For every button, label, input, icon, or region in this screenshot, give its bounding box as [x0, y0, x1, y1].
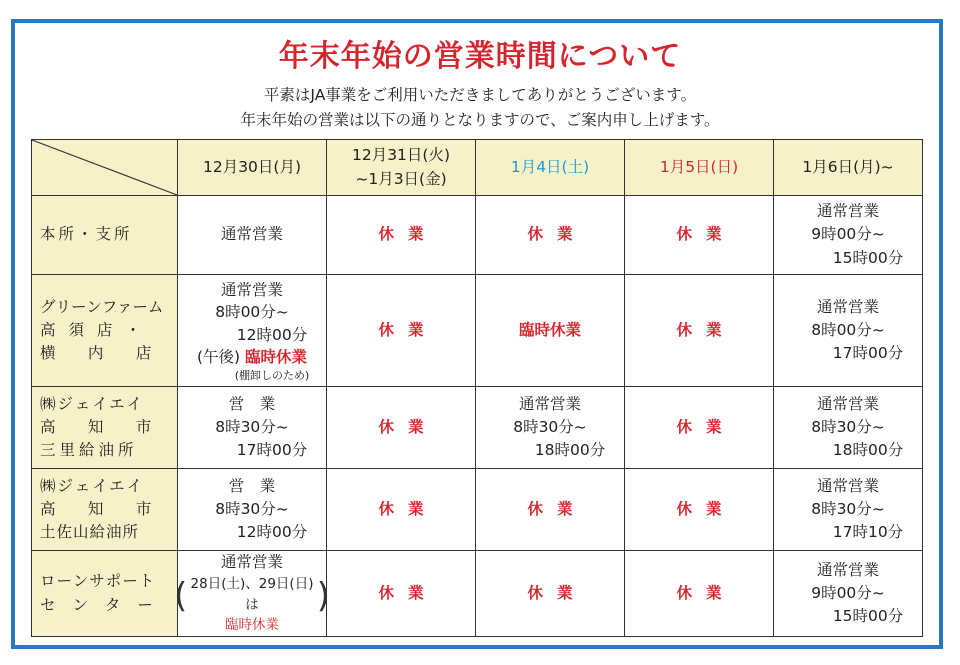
cell-misato-jan4-l1: 通常営業: [518, 394, 581, 413]
header-jan4: 1月4日(土): [476, 140, 625, 196]
header-row: [32, 140, 923, 196]
cell-tosayama-jan6: [774, 469, 923, 551]
cell-tosayama-dec30-l2: 8時30分~: [215, 499, 289, 518]
intro-line-1: 平素はJA事業をご利用いただきましてありがとうございます。: [263, 86, 697, 104]
header-dec31-line1: 12月31日(火): [351, 146, 451, 165]
cell-tosayama-jan6-l1: 通常営業: [816, 476, 879, 495]
cell-green-dec30-l3: 12時00分: [236, 325, 308, 344]
cell-honsho-jan4: 休業: [476, 196, 625, 275]
cell-loan-jan4: 休業: [476, 551, 625, 637]
intro-line-2: 年末年始の営業は以下の通りとなりますので、ご案内申し上げます。: [240, 111, 720, 129]
cell-honsho-jan6: [774, 196, 923, 275]
cell-tosayama-dec30: [178, 469, 327, 551]
cell-loan-dec30-l3: 臨時休業: [225, 616, 279, 633]
header-dec31-jan3: [327, 140, 476, 196]
paren-left: (: [174, 576, 188, 617]
cell-misato-jan4-l2: 8時30分~: [513, 417, 587, 436]
cell-loan-dec30-l1: 通常営業: [220, 553, 283, 571]
cell-loan-jan6-l1: 通常営業: [816, 560, 879, 579]
cell-green-jan5: 休業: [625, 275, 774, 387]
page-title: 年末年始の営業時間について: [278, 39, 682, 74]
row-label-green-l1: グリーンファーム: [40, 297, 164, 316]
cell-misato-jan6-l1: 通常営業: [816, 394, 879, 413]
cell-green-dec30-l4-red: 臨時休業: [245, 348, 308, 367]
cell-loan-jan5: 休業: [625, 551, 774, 637]
cell-honsho-jan6-l1: 通常営業: [816, 202, 879, 221]
header-jan6: 1月6日(月)~: [774, 140, 923, 196]
row-label-misato: [32, 387, 178, 469]
cell-loan-dec30-l2: 28日(土)、29日(日)は: [190, 576, 314, 613]
row-label-loan-l2: セ ン タ ー: [40, 595, 159, 614]
cell-misato-dec31: 休業: [327, 387, 476, 469]
cell-loan-jan6-l2: 9時00分~: [811, 583, 885, 602]
row-label-loan-l1: ローンサポート: [40, 572, 156, 591]
cell-tosayama-dec30-l1: 営 業: [228, 476, 276, 495]
cell-misato-dec30-l3: 17時00分: [236, 441, 308, 460]
cell-green-dec30: [178, 275, 327, 387]
cell-honsho-jan6-l3: 15時00分: [832, 248, 904, 267]
cell-tosayama-jan6-l3: 17時10分: [832, 523, 904, 542]
row-label-honsho: [32, 196, 178, 275]
header-dec30: 12月30日(月): [178, 140, 327, 196]
cell-loan-dec31: 休業: [327, 551, 476, 637]
cell-misato-dec30-l2: 8時30分~: [215, 417, 289, 436]
cell-green-dec30-note: (棚卸しのため): [234, 368, 310, 382]
cell-tosayama-jan5: 休業: [625, 469, 774, 551]
cell-loan-dec30-paren: [174, 574, 330, 635]
cell-green-dec30-l1: 通常営業: [220, 280, 283, 299]
table-row-tosayama: [32, 469, 923, 551]
table-row-green-farm: [32, 275, 923, 387]
row-label-green-farm: [32, 275, 178, 387]
cell-misato-dec30: [178, 387, 327, 469]
cell-loan-jan6: [774, 551, 923, 637]
cell-misato-jan4-l3: 18時00分: [534, 441, 606, 460]
cell-loan-jan6-l3: 15時00分: [832, 607, 904, 626]
cell-honsho-jan6-l2: 9時00分~: [811, 225, 885, 244]
cell-misato-dec30-l1: 営 業: [228, 394, 276, 413]
row-label-green-l2: 高 須 店 ・: [40, 320, 145, 339]
cell-tosayama-dec30-l3: 12時00分: [236, 523, 308, 542]
cell-tosayama-jan4: 休業: [476, 469, 625, 551]
row-label-misato-l1: ㈱ジェイエイ: [40, 394, 145, 413]
row-label-misato-l3: 三里給油所: [40, 441, 138, 460]
cell-honsho-jan5: 休業: [625, 196, 774, 275]
cell-misato-jan5: 休業: [625, 387, 774, 469]
cell-misato-jan6-l3: 18時00分: [832, 441, 904, 460]
cell-misato-jan6: [774, 387, 923, 469]
table-row-misato: [32, 387, 923, 469]
row-label-tosayama: [32, 469, 178, 551]
table-row-honsho: [32, 196, 923, 275]
header-dec31-line2: ~1月3日(金): [355, 169, 447, 188]
cell-green-jan6-l2: 8時00分~: [811, 320, 885, 339]
cell-loan-dec30: [174, 551, 330, 637]
row-label-tosayama-l3: 土佐山給油所: [40, 523, 140, 542]
cell-misato-jan6-l2: 8時30分~: [811, 417, 885, 436]
cell-honsho-dec31: 休業: [327, 196, 476, 275]
row-label-green-l3: 横 内 店: [40, 344, 156, 363]
header-jan5: 1月5日(日): [625, 140, 774, 196]
cell-green-dec31: 休業: [327, 275, 476, 387]
cell-green-jan6-l1: 通常営業: [816, 297, 879, 316]
paren-right: ): [316, 576, 330, 617]
table-row-loan-center: [32, 551, 923, 637]
row-label-misato-l2: 高 知 市: [40, 417, 156, 436]
row-label-loan-center: [32, 551, 178, 637]
row-label-tosayama-l1: ㈱ジェイエイ: [40, 476, 145, 495]
schedule-table: [31, 139, 923, 637]
cell-green-jan4: 臨時休業: [476, 275, 625, 387]
cell-tosayama-dec31: 休業: [327, 469, 476, 551]
cell-green-dec30-l4: [178, 346, 326, 368]
row-label-tosayama-l2: 高 知 市: [40, 499, 156, 518]
cell-green-jan6: [774, 275, 923, 387]
cell-misato-jan4: [476, 387, 625, 469]
cell-honsho-dec30: 通常営業: [178, 196, 327, 275]
cell-green-dec30-l4-prefix: (午後): [196, 348, 241, 367]
corner-cell: [32, 140, 178, 196]
row-label-honsho-text: 本所・支所: [40, 225, 133, 244]
cell-green-dec30-l2: 8時00分~: [215, 303, 289, 322]
cell-green-jan6-l3: 17時00分: [832, 344, 904, 363]
diagonal-line: [32, 140, 177, 195]
cell-tosayama-jan6-l2: 8時30分~: [811, 499, 885, 518]
